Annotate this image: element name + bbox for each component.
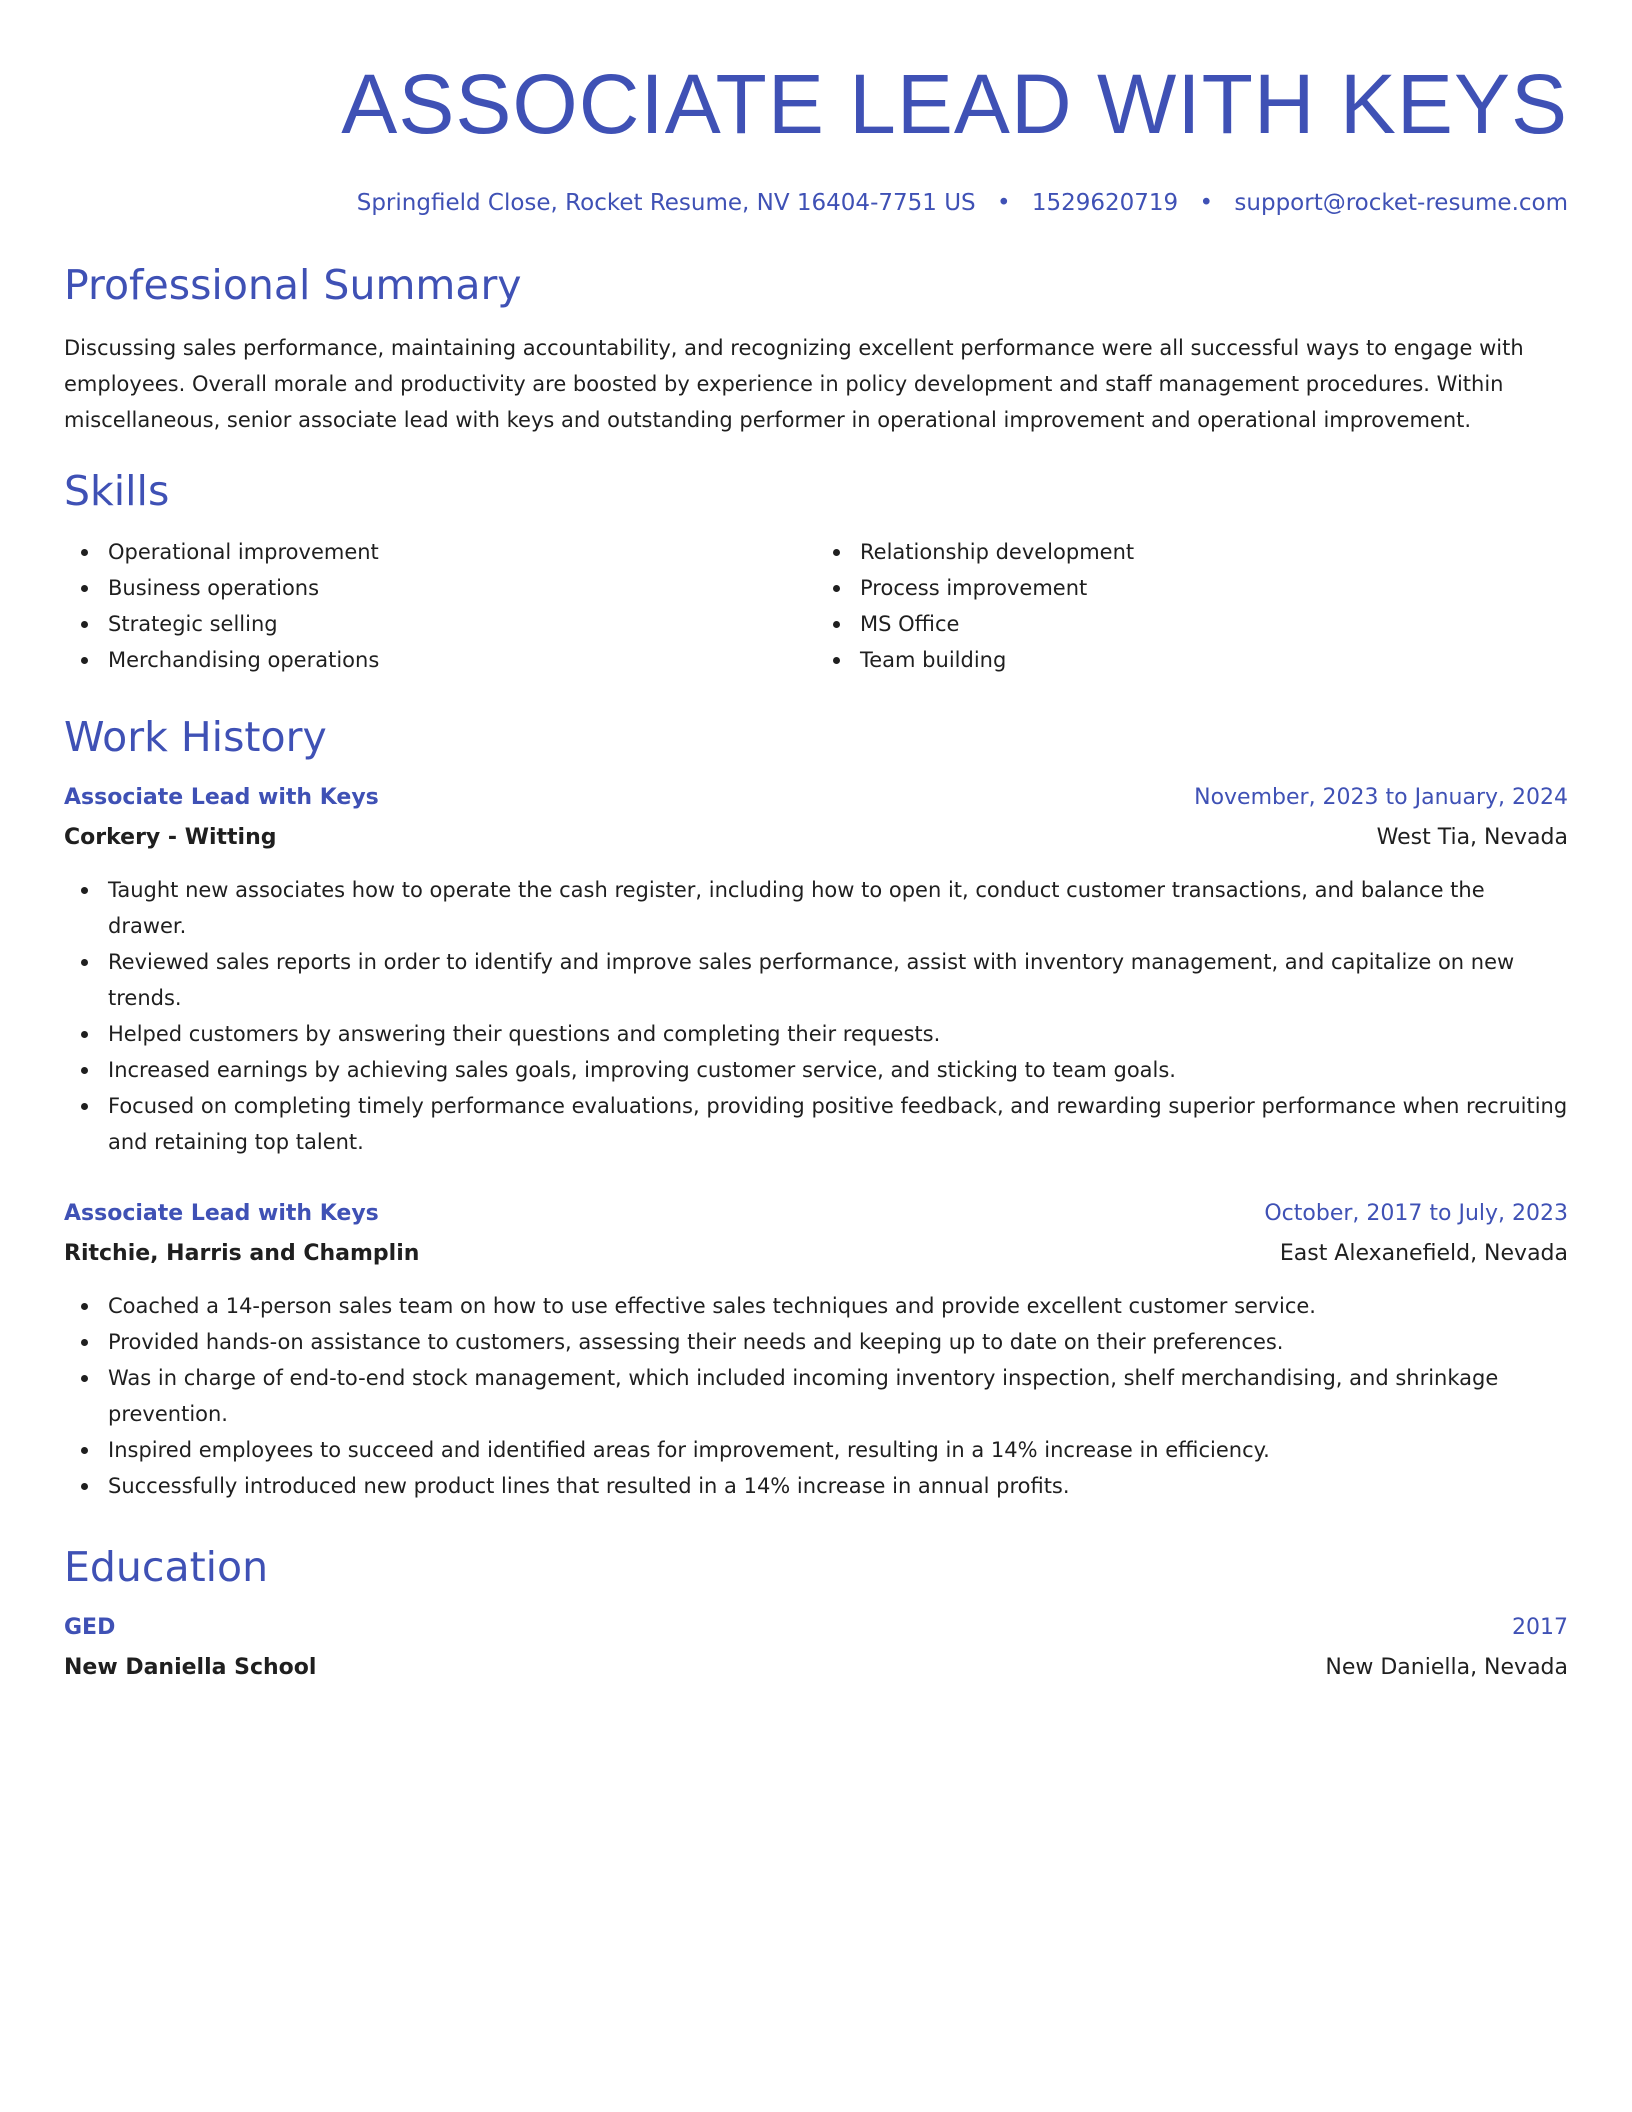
company-name: Ritchie, Harris and Champlin: [64, 1241, 420, 1266]
skills-list: [64, 534, 1568, 678]
skill-item: MS Office: [816, 606, 1568, 642]
skill-item: Merchandising operations: [64, 642, 816, 678]
school-location: New Daniella, Nevada: [1325, 1655, 1568, 1680]
skills-column-left: [64, 534, 816, 678]
job-header-row: [64, 782, 1568, 814]
education-entry: [64, 1612, 1568, 1684]
job-title: Associate Lead with Keys: [64, 1201, 379, 1226]
job-location: East Alexanefield, Nevada: [1279, 1241, 1568, 1266]
skill-item: Team building: [816, 642, 1568, 678]
job-company-row: [64, 1230, 1568, 1270]
bullet-item: Helped customers by answering their questions and completing their requests.: [64, 1016, 1568, 1052]
skill-item: Process improvement: [816, 570, 1568, 606]
bullet-item: Provided hands-on assistance to customers, assessing their needs and keeping up to date on their preferences.: [64, 1324, 1568, 1360]
education-heading: Education: [64, 1543, 269, 1591]
bullet-item: Increased earnings by achieving sales goals, improving customer service, and sticking to team goals.: [64, 1052, 1568, 1088]
bullet-item: Taught new associates how to operate the cash register, including how to open it, conduct customer transactions, and balance the drawer.: [64, 872, 1568, 944]
job-header-row: [64, 1198, 1568, 1230]
job-entry: [64, 782, 1568, 1160]
work-history-heading: Work History: [64, 713, 327, 761]
skill-item: Relationship development: [816, 534, 1568, 570]
school-name: New Daniella School: [64, 1655, 317, 1680]
candidate-name: ASSOCIATE LEAD WITH KEYS: [341, 57, 1568, 151]
company-name: Corkery - Witting: [64, 825, 277, 850]
education-school-row: [64, 1644, 1568, 1684]
address: Springfield Close, Rocket Resume, NV 16404-7751 US: [356, 190, 976, 216]
skill-item: Operational improvement: [64, 534, 816, 570]
bullet-item: Inspired employees to succeed and identified areas for improvement, resulting in a 14% increase in efficiency.: [64, 1432, 1568, 1468]
job-bullets: [64, 872, 1568, 1160]
bullet-item: Focused on completing timely performance evaluations, providing positive feedback, and rewarding superior performance when recruiting and retaining top talent.: [64, 1088, 1568, 1160]
job-bullets: [64, 1288, 1568, 1504]
bullet-item: Successfully introduced new product lines that resulted in a 14% increase in annual profits.: [64, 1468, 1568, 1504]
contact-line: [64, 188, 1568, 218]
skill-item: Strategic selling: [64, 606, 816, 642]
skills-heading: Skills: [64, 467, 170, 515]
bullet-item: Was in charge of end-to-end stock management, which included incoming inventory inspection, shelf merchandising, and shrinkage prevention.: [64, 1360, 1568, 1432]
job-company-row: [64, 814, 1568, 854]
separator-dot: •: [996, 190, 1011, 216]
job-dates: October, 2017 to July, 2023: [1264, 1201, 1568, 1226]
summary-heading: Professional Summary: [64, 261, 522, 309]
education-year: 2017: [1512, 1615, 1568, 1640]
phone: 1529620719: [1031, 190, 1179, 216]
education-header-row: [64, 1612, 1568, 1644]
skills-column-right: [816, 534, 1568, 678]
skill-item: Business operations: [64, 570, 816, 606]
summary-text: Discussing sales performance, maintaining accountability, and recognizing excellent performance were all successful ways to engage with employees. Overall morale and productivity are boosted by experience in policy development and staff management procedures. Within miscellaneous, senior associate lead with keys and outstanding performer in operational improvement and operational improvement.: [64, 336, 1524, 432]
separator-dot: •: [1199, 190, 1214, 216]
job-entry: [64, 1198, 1568, 1504]
bullet-item: Reviewed sales reports in order to identify and improve sales performance, assist with inventory management, and capitalize on new trends.: [64, 944, 1568, 1016]
email: support@rocket-resume.com: [1234, 190, 1568, 216]
job-location: West Tia, Nevada: [1376, 825, 1568, 850]
job-title: Associate Lead with Keys: [64, 785, 379, 810]
degree: GED: [64, 1615, 116, 1640]
bullet-item: Coached a 14-person sales team on how to use effective sales techniques and provide excellent customer service.: [64, 1288, 1568, 1324]
resume-header: [64, 0, 1568, 218]
job-dates: November, 2023 to January, 2024: [1194, 785, 1568, 810]
